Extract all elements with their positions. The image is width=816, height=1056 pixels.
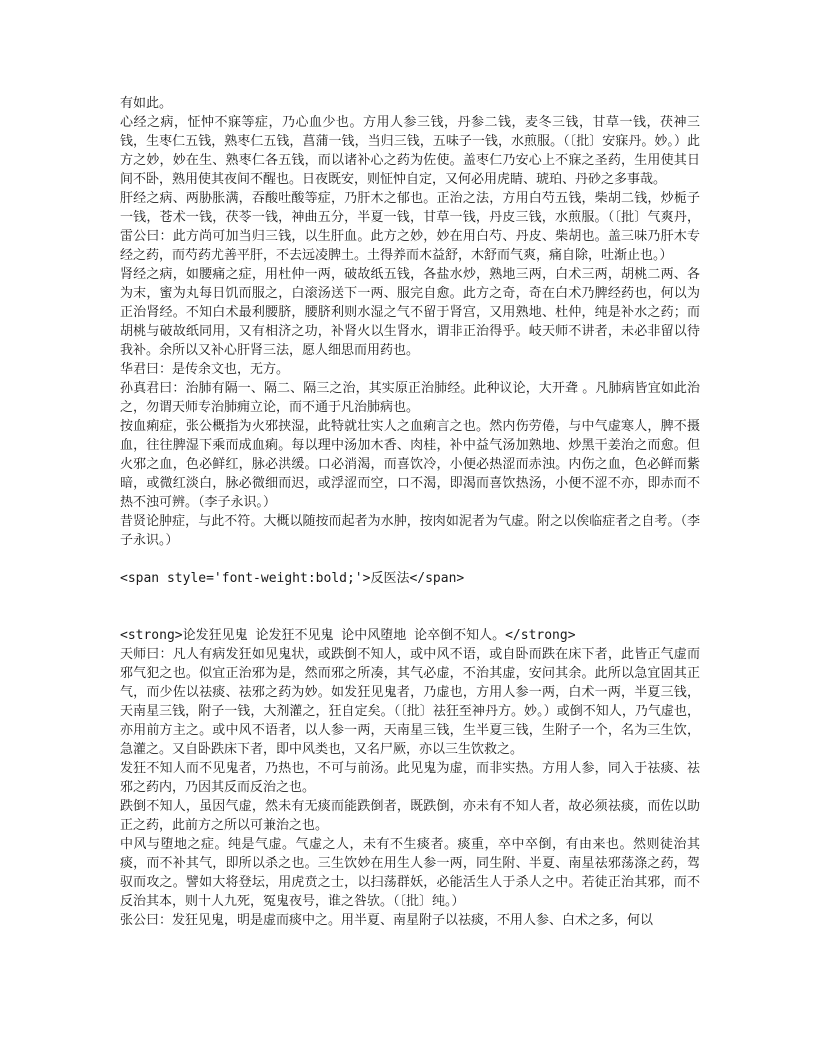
paragraph: 华君曰：是传余文也，无方。 [120, 362, 290, 377]
section-heading-raw: <span style='font-weight:bold;'>反医法</span> [120, 571, 465, 586]
paragraph: 中风与堕地之症。纯是气虚。气虚之人，未有不生痰者。痰重，卒中卒倒，有由来也。然则徒治其痰，而不补其气，即所以杀之也。三生饮妙在用生人参一两，同生附、半夏、南星祛邪荡涤之药，驾驭而攻之。譬如大将登坛，用虎贲之士，以扫荡群妖，必能活生人于杀人之中。若徒正治其邪，而不反治其本，则十人九死，冤鬼夜号，谁之咎欤。（〔批〕纯。） [120, 837, 700, 909]
paragraph: 跌倒不知人，虽因气虚，然未有无痰而能跌倒者，既跌倒，亦未有不知人者，故必须祛痰，而佐以助正之药，此前方之所以可兼治之也。 [120, 799, 700, 833]
paragraph: 张公曰：发狂见鬼，明是虚而痰中之。用半夏、南星附子以祛痰，不用人参、白术之多，何以 [120, 913, 654, 928]
blank-line [120, 607, 700, 626]
paragraph: 孙真君曰：治肺有隔一、隔二、隔三之治，其实原正治肺经。此种议论，大开聋 。凡肺病皆宜如此治之，勿谓天师专治肺痈立论，而不通于凡治肺病也。 [120, 381, 700, 415]
paragraph: 心经之病，怔忡不寐等症，乃心血少也。方用人参三钱，丹参二钱，麦冬三钱，甘草一钱，茯神三钱，生枣仁五钱，熟枣仁五钱，菖蒲一钱，当归三钱，五味子一钱，水煎服。（〔批〕安寐丹。妙。）此方之妙，妙在生、熟枣仁各五钱，而以诸补心之药为佐使。盖枣仁乃安心上不寐之圣药，生用使其日间不卧，熟用使其夜间不醒也。日夜既安，则怔忡自定，又何必用虎睛、琥珀、丹砂之多事哉。 [120, 115, 700, 187]
paragraph: 天师曰：凡人有病发狂如见鬼状，或跌倒不知人，或中风不语，或自卧而跌在床下者，此皆正气虚而邪气犯之也。似宜正治邪为是，然而邪之所凑，其气必虚，不治其虚，安问其余。此所以急宜固其正气，而少佐以祛痰、祛邪之药为妙。如发狂见鬼者，乃虚也，方用人参一两，白术一两，半夏三钱，天南星三钱，附子一钱，大剂灌之，狂自定矣。（〔批〕祛狂至神丹方。妙。）或倒不知人，乃气虚也，亦用前方主之。或中风不语者，以人参一两，天南星三钱，生半夏三钱，生附子一个，名为三生饮，急灌之。又自卧跌床下者，即中风类也，又名尸厥，亦以三生饮救之。 [120, 647, 700, 757]
paragraph: 发狂不知人而不见鬼者，乃热也，不可与前汤。此见鬼为虚，而非实热。方用人参，同入于祛痰、祛邪之药内，乃因其反而反治之也。 [120, 761, 700, 795]
paragraph: 肝经之病、两胁胀满，吞酸吐酸等症，乃肝木之郁也。正治之法，方用白芍五钱，柴胡二钱，炒栀子一钱，苍术一钱，茯苓一钱，神曲五分，半夏一钱，甘草一钱，丹皮三钱，水煎服。（〔批〕气爽丹，雷公曰：此方尚可加当归三钱，以生肝血。此方之妙，妙在用白芍、丹皮、柴胡也。盖三味乃肝木专经之药，而芍药尤善平肝，不去远凌脾土。土得养而木益舒，木舒而气爽，痛自除，吐渐止也。） [120, 191, 700, 263]
topic-heading-raw: <strong>论发狂见鬼 论发狂不见鬼 论中风堕地 论卒倒不知人。</strong> [120, 628, 576, 643]
paragraph: 昔贤论肿症，与此不符。大概以随按而起者为水肿，按肉如泥者为气虚。附之以俟临症者之自考。（李子永识。） [120, 514, 700, 548]
paragraph: 按血痢症，张公概指为火邪挟湿，此特就壮实人之血痢言之也。然内伤劳倦，与中气虚寒人，脾不摄血，往往脾湿下乘而成血痢。每以理中汤加木香、肉桂，补中益气汤加熟地、炒黑干姜治之而愈。但火邪之血，色必鲜红，脉必洪缓。口必消渴，而喜饮冷，小便必热涩而赤浊。内伤之血，色必鲜而紫暗，或微红淡白，脉必微细而迟，或浮涩而空，口不渴，即渴而喜饮热汤，小便不涩不亦，即赤而不热不浊可辨。（李子永识。） [120, 419, 700, 510]
blank-line [120, 588, 700, 607]
document-page [120, 94, 700, 930]
paragraph: 有如此。 [120, 96, 173, 111]
paragraph: 肾经之病，如腰痛之症，用杜仲一两，破故纸五钱，各盐水炒，熟地三两，白术三两，胡桃二两、各为末，蜜为丸每日饥而服之，白滚汤送下一两、服完自愈。此方之奇，奇在白术乃脾经药也，何以为正治肾经。不知白术最利腰脐，腰脐利则水湿之气不留于肾宫，又用熟地、杜仲，纯是补水之药；而胡桃与破故纸同用，又有相济之功，补肾火以生肾水，谓非正治得乎。岐天师不讲者，未必非留以待我补。余所以又补心肝肾三法，愿人细思而用药也。 [120, 267, 700, 358]
blank-line [120, 550, 700, 569]
